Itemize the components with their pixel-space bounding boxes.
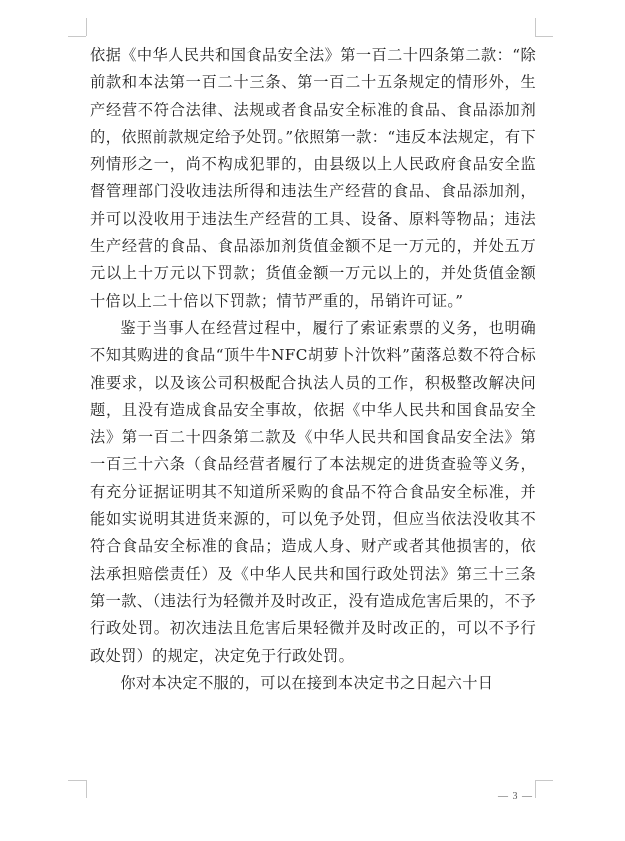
paragraph-legal-basis: 依据《中华人民共和国食品安全法》第一百二十四条第二款：“除前款和本法第一百二十三条、第一百二十五条规定的情形外，生产经营不符合法律、法规或者食品安全标准的食品、食品添加剂的，依照前款规定给予处罚。”依照第一款：“违反本法规定，有下列情形之一，尚不构成犯罪的，由县级以上人民政府食品安全监督管理部门没收违法所得和违法生产经营的食品、食品添加剂，并可以没收用于违法生产经营的工具、设备、原料等物品；违法生产经营的食品、食品添加剂货值金额不足一万元的，并处五万元以上十万元以下罚款；货值金额一万元以上的，并处货值金额十倍以上二十倍以下罚款；情节严重的，吊销许可证。”: [90, 46, 536, 310]
paragraph-decision: 鉴于当事人在经营过程中，履行了索证索票的义务，也明确不知其购进的食品“顶牛牛NFC胡萝卜汁饮料”菌落总数不符合标准要求，以及该公司积极配合执法人员的工作，积极整改解决问题，且没有造成食品安全事故，依据《中华人民共和国食品安全法》第一百二十四条第二款及《中华人民共和国食品安全法》第一百三十六条（食品经营者履行了本法规定的进货查验等义务，有充分证据证明其不知道所采购的食品不符合食品安全标准，并能如实说明其进货来源的，可以免予处罚，但应当依法没收其不符合食品安全标准的食品；造成人身、财产或者其他损害的，依法承担赔偿责任）及《中华人民共和国行政处罚法》第三十三条第一款、（违法行为轻微并及时改正，没有造成危害后果的，不予行政处罚。初次违法且危害后果轻微并及时改正的，可以不予行政处罚）的规定，决定免于行政处罚。: [90, 318, 536, 665]
document-body: [90, 42, 536, 697]
page-number: — 3 —: [498, 791, 533, 802]
paragraph-appeal: 你对本决定不服的，可以在接到本决定书之日起六十日: [120, 673, 494, 692]
